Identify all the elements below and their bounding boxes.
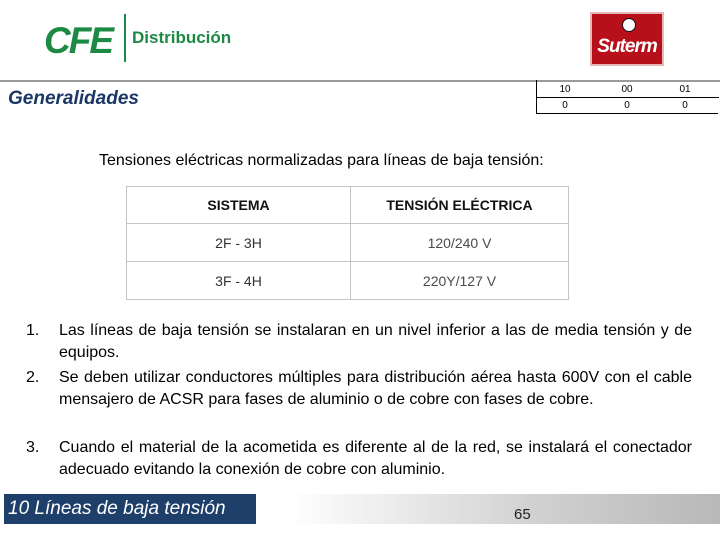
voltage-table: [126, 186, 569, 300]
table-row: [127, 224, 569, 262]
code-row-1: [537, 82, 719, 98]
code-cell: 0: [682, 100, 688, 111]
table-row: [127, 262, 569, 300]
page-number: 65: [514, 506, 531, 523]
cfe-logo: [44, 14, 244, 64]
code-row-2: [537, 97, 719, 114]
section-title: Generalidades: [8, 88, 139, 109]
list-item-number: 3.: [26, 439, 40, 456]
table-cell-system: 3F - 4H: [127, 262, 351, 300]
list-item-text: Cuando el material de la acometida es diferente al de la red, se instalará el conectador adecuado evitando la conexión de cobre con aluminio.: [59, 439, 692, 478]
suterm-emblem-icon: [622, 18, 636, 32]
code-cell: 00: [621, 84, 633, 95]
table-header-voltage: TENSIÓN ELÉCTRICA: [351, 187, 569, 224]
footer-title: 10 Líneas de baja tensión: [4, 494, 256, 524]
list-item-number: 1.: [26, 322, 40, 339]
code-cell: 0: [624, 100, 630, 111]
suterm-logo: [590, 12, 664, 66]
cfe-logo-divider: [124, 14, 126, 62]
code-cell: 0: [562, 100, 568, 111]
code-cell: 01: [679, 84, 691, 95]
table-header-system: SISTEMA: [127, 187, 351, 224]
table-cell-voltage: 120/240 V: [351, 224, 569, 262]
intro-text: Tensiones eléctricas normalizadas para líneas de baja tensión:: [99, 152, 544, 169]
table-cell-system: 2F - 3H: [127, 224, 351, 262]
document-code-table: [536, 80, 718, 114]
list-item-number: 2.: [26, 369, 40, 386]
cfe-logo-text: CFE: [44, 20, 112, 61]
table-cell-voltage: 220Y/127 V: [351, 262, 569, 300]
list-item-text: Las líneas de baja tensión se instalaran en un nivel inferior a las de media tensión y de equipos.: [59, 322, 692, 361]
list-item-text: Se deben utilizar conductores múltiples para distribución aérea hasta 600V con el cable mensajero de ACSR para fases de aluminio o de cobre con fases de cobre.: [59, 369, 692, 408]
table-header-row: [127, 187, 569, 224]
code-cell: 10: [559, 84, 571, 95]
suterm-logo-text: Suterm: [597, 36, 657, 57]
cfe-logo-subtitle: Distribución: [132, 28, 232, 47]
